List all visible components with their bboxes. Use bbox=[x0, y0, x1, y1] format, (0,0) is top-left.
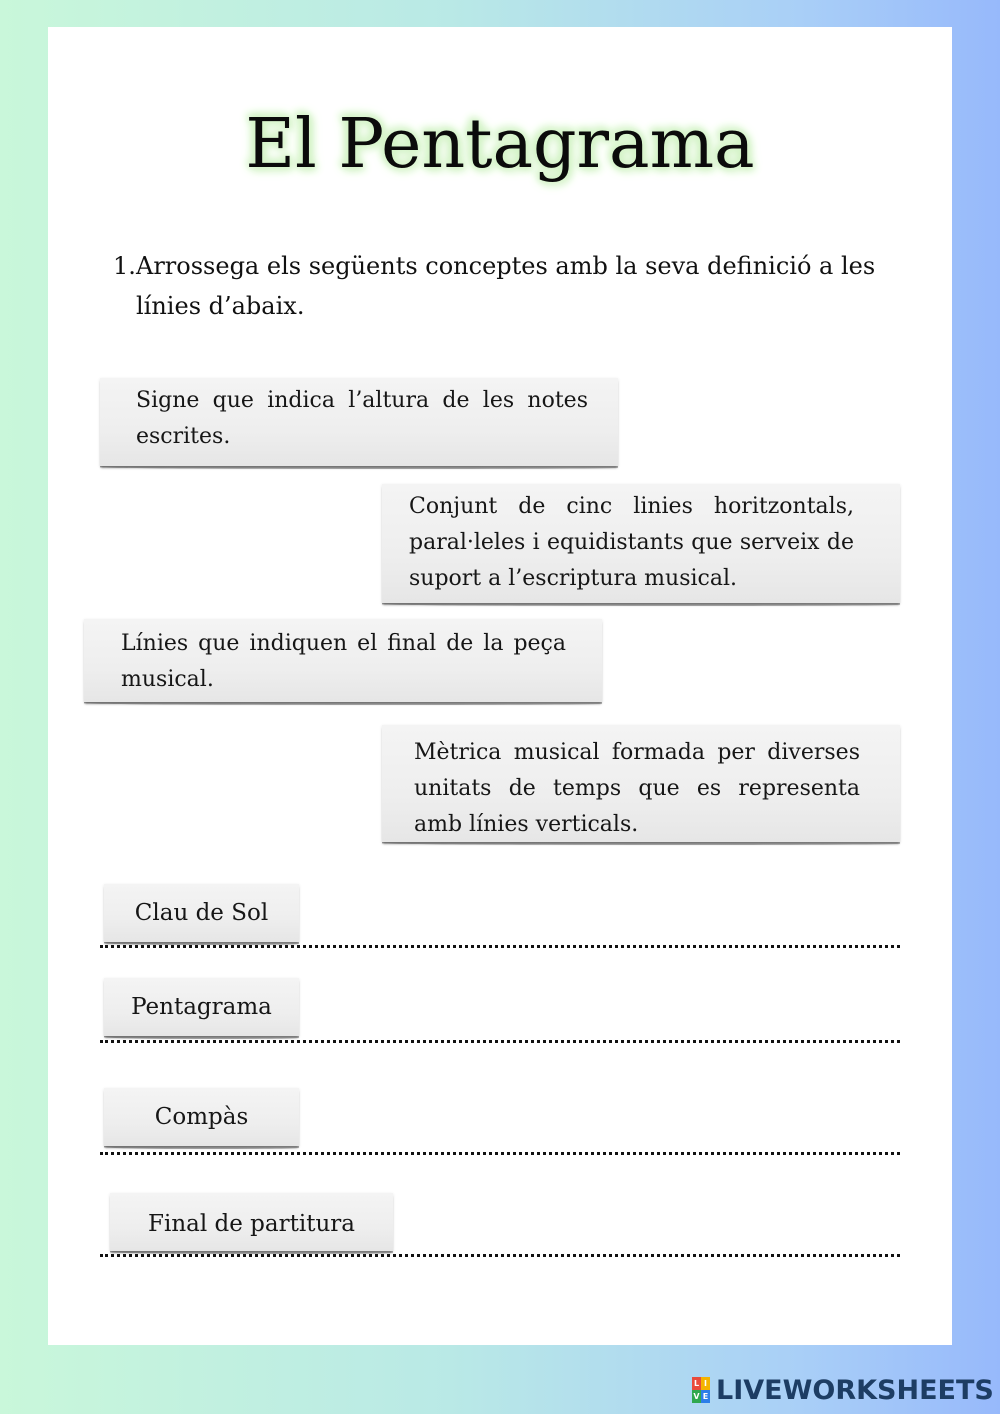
drop-line-4[interactable] bbox=[100, 1254, 900, 1257]
brand-name: LIVEWORKSHEETS bbox=[716, 1374, 994, 1406]
logo-letter-l: L bbox=[693, 1379, 700, 1388]
definition-card-4[interactable]: Mètrica musical formada per diverses unitats de temps que es representa amb línies verticals. bbox=[382, 725, 900, 842]
instruction-number: 1. bbox=[113, 252, 136, 280]
term-label-compas: Compàs bbox=[104, 1088, 299, 1146]
logo-letter-v: V bbox=[693, 1392, 700, 1401]
instruction-text: Arrossega els següents conceptes amb la seva definició a les línies d’abaix. bbox=[136, 252, 876, 320]
term-label-pentagrama: Pentagrama bbox=[104, 978, 299, 1036]
logo-letter-e: E bbox=[702, 1392, 709, 1401]
definition-card-1[interactable]: Signe que indica l’altura de les notes escrites. bbox=[100, 378, 618, 466]
definition-card-3[interactable]: Línies que indiquen el final de la peça musical. bbox=[84, 619, 602, 702]
liveworksheets-logo bbox=[692, 1372, 994, 1408]
definition-card-2[interactable]: Conjunt de cinc linies horitzontals, paral·leles i equidistants que serveix de suport a l’escriptura musical. bbox=[382, 484, 900, 603]
drop-line-1[interactable] bbox=[100, 945, 900, 948]
liveworksheets-icon bbox=[692, 1377, 710, 1403]
drop-line-2[interactable] bbox=[100, 1040, 900, 1043]
term-label-clau-de-sol: Clau de Sol bbox=[104, 884, 299, 942]
term-label-final-de-partitura: Final de partitura bbox=[110, 1193, 393, 1251]
drop-line-3[interactable] bbox=[100, 1152, 900, 1155]
page-title: El Pentagrama bbox=[245, 105, 755, 184]
instruction bbox=[113, 246, 903, 326]
logo-letter-i: I bbox=[701, 1377, 710, 1390]
